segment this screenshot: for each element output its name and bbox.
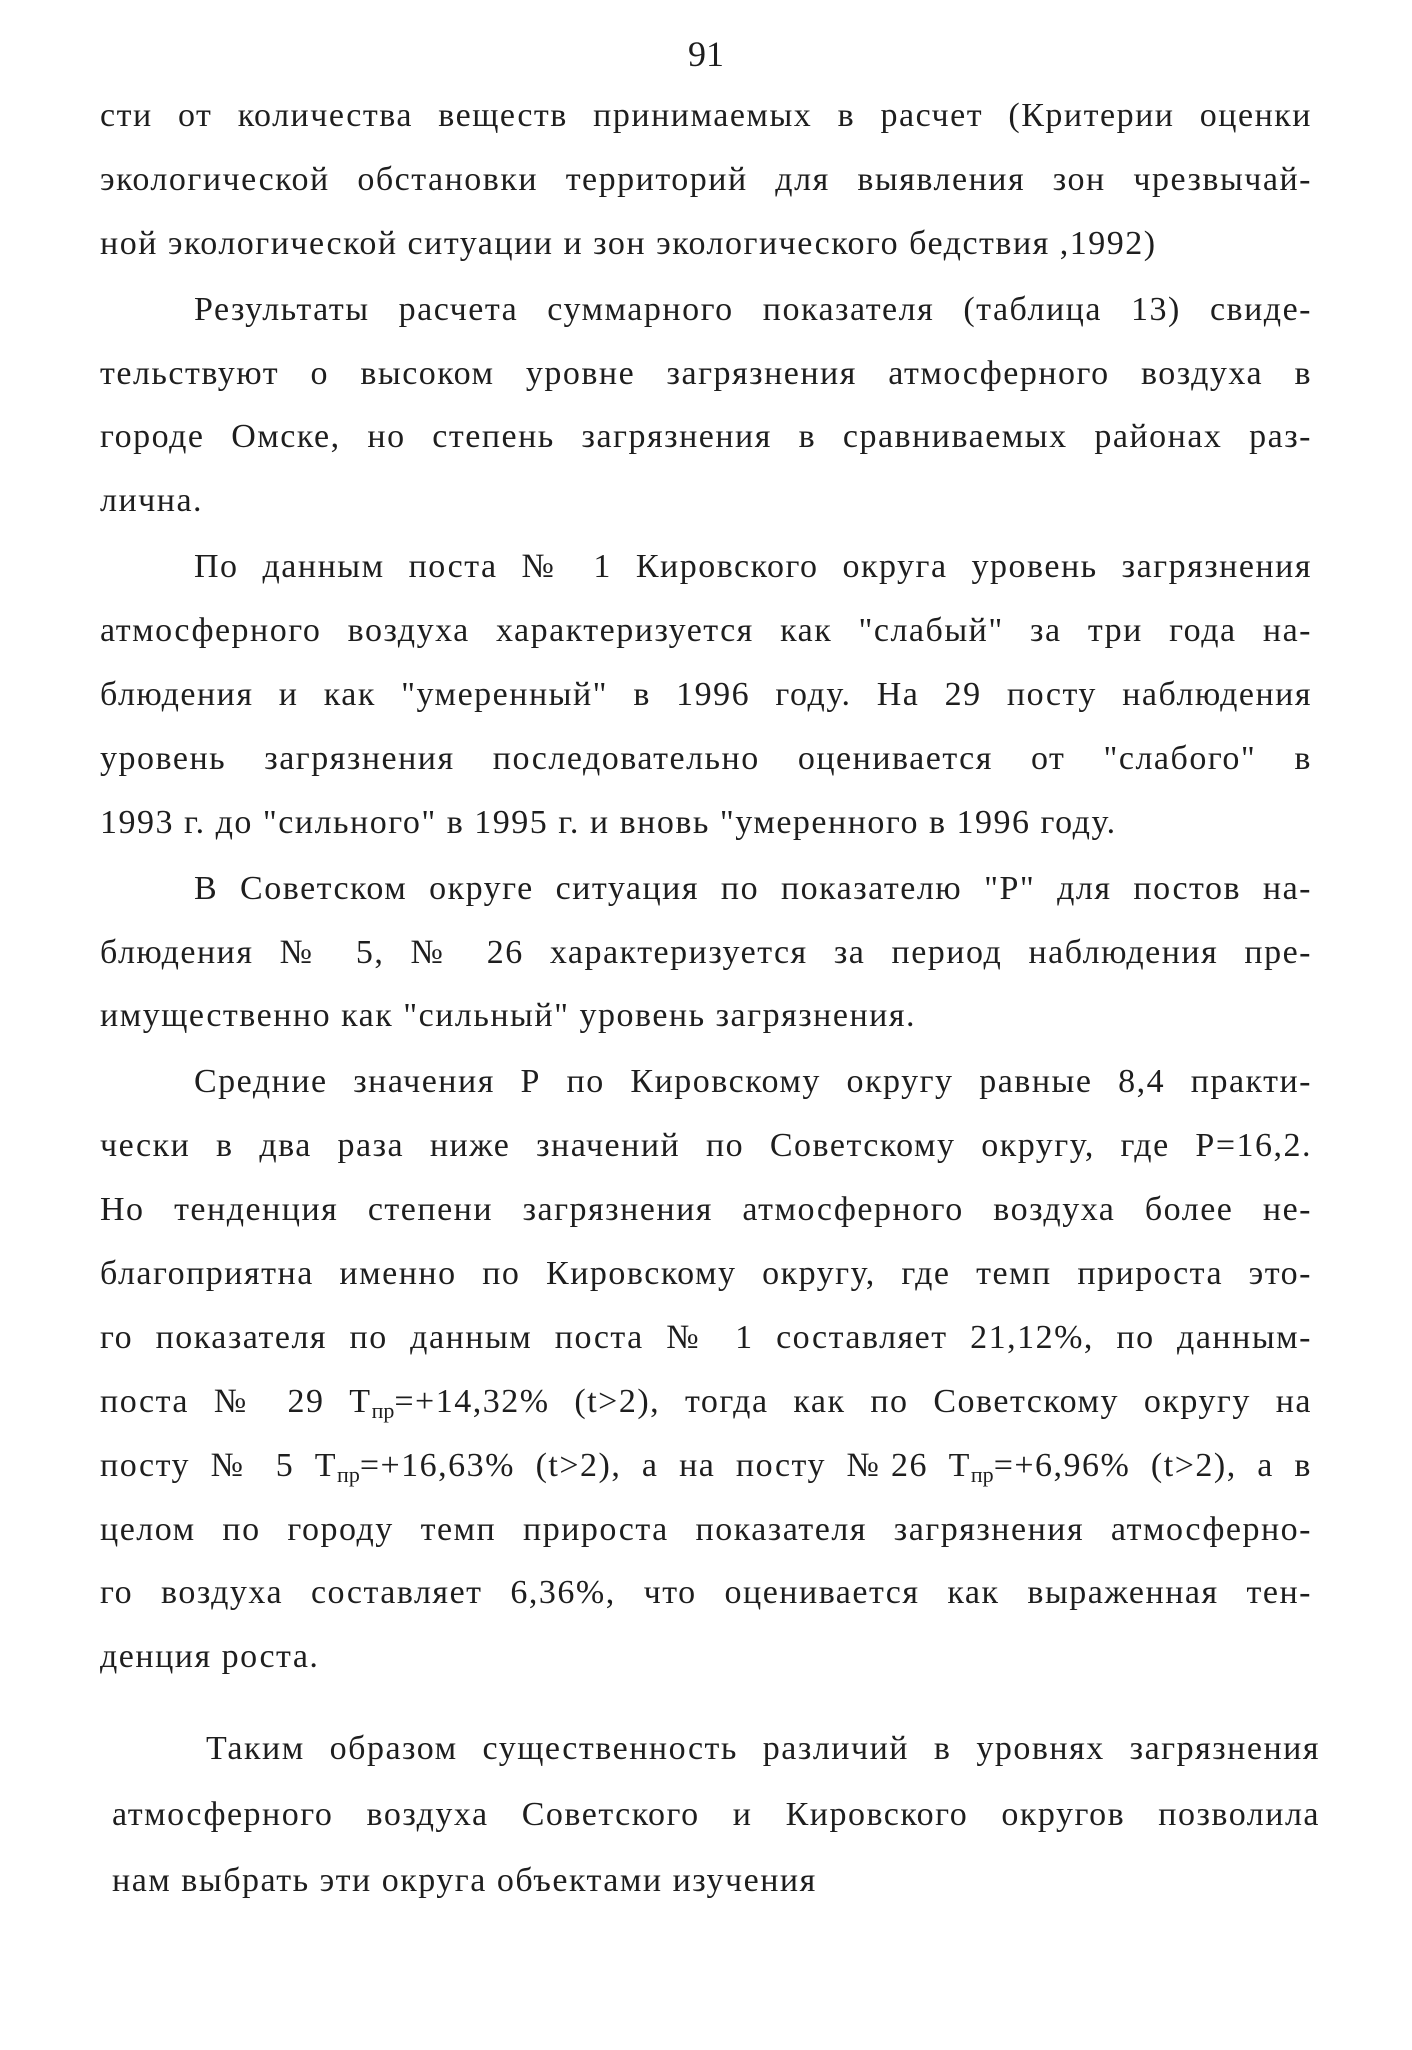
paragraph-calculation-results bbox=[100, 278, 1312, 534]
subscript: пр bbox=[337, 1461, 360, 1487]
text-fragment: посту № 5 Т bbox=[100, 1446, 338, 1484]
text-line: атмосферного воздуха характеризуется как "слабый" за три года на- bbox=[100, 612, 1312, 650]
text-fragment: поста № 29 Т bbox=[100, 1382, 372, 1420]
text-fragment: =+14,32% (t>2), тогда как по Советскому округу на bbox=[394, 1382, 1312, 1420]
paragraph-criteria-reference bbox=[100, 84, 1312, 276]
text-line: 1993 г. до "сильного" в 1995 г. и вновь "умеренного в 1996 году. bbox=[100, 803, 1117, 841]
paragraph-sovetsky-district bbox=[100, 857, 1312, 1049]
text-line: В Советском округе ситуация по показателю "Р" для постов на- bbox=[194, 869, 1312, 907]
text-line: го воздуха составляет 6,36%, что оценивается как выраженная тен- bbox=[100, 1574, 1312, 1612]
text-line: целом по городу темп прироста показателя загрязнения атмосферно- bbox=[100, 1510, 1312, 1548]
text-fragment: =+6,96% (t>2), а в bbox=[993, 1446, 1312, 1484]
text-line: По данным поста № 1 Кировского округа уровень загрязнения bbox=[194, 548, 1312, 586]
text-fragment: =+16,63% (t>2), а на посту №26 Т bbox=[359, 1446, 971, 1484]
text-line: Но тенденция степени загрязнения атмосферного воздуха более не- bbox=[100, 1191, 1312, 1229]
text-line: экологической обстановки территорий для выявления зон чрезвычай- bbox=[100, 160, 1312, 198]
text-line: сти от количества веществ принимаемых в расчет (Критерии оценки bbox=[100, 97, 1312, 134]
text-line: лична. bbox=[100, 482, 204, 520]
text-line: имущественно как "сильный" уровень загрязнения. bbox=[100, 997, 916, 1035]
text-line: городе Омске, но степень загрязнения в сравниваемых районах раз- bbox=[100, 418, 1312, 456]
text-line: блюдения № 5, № 26 характеризуется за период наблюдения пре- bbox=[100, 933, 1312, 971]
text-line: Средние значения Р по Кировскому округу равные 8,4 практи- bbox=[194, 1063, 1312, 1101]
text-line: денция роста. bbox=[100, 1638, 320, 1676]
text-line: атмосферного воздуха Советского и Кировского округов позволила bbox=[112, 1796, 1320, 1833]
text-line: Таким образом существенность различий в уровнях загрязнения bbox=[206, 1730, 1320, 1767]
text-line: благоприятна именно по Кировскому округу, где темп прироста это- bbox=[100, 1255, 1312, 1293]
paragraph-kirovsky-district bbox=[100, 535, 1312, 854]
page-number: 91 bbox=[688, 34, 724, 74]
text-line-post-29 bbox=[100, 1370, 1312, 1434]
subscript: пр bbox=[970, 1461, 994, 1487]
text-line: Результаты расчета суммарного показателя (таблица 13) свиде- bbox=[194, 290, 1312, 328]
text-line-post-5 bbox=[100, 1434, 1312, 1498]
text-line: чески в два раза ниже значений по Советскому округу, где Р=16,2. bbox=[100, 1127, 1312, 1165]
text-line: нам выбрать эти округа объектами изучения bbox=[112, 1862, 817, 1899]
text-line: блюдения и как "умеренный" в 1996 году. На 29 посту наблюдения bbox=[100, 676, 1312, 714]
text-line: ной экологической ситуации и зон экологического бедствия ,1992) bbox=[100, 224, 1157, 262]
subscript: пр bbox=[371, 1397, 395, 1423]
text-line: го показателя по данным поста № 1 составляет 21,12%, по данным- bbox=[100, 1318, 1312, 1356]
paragraph-average-values bbox=[100, 1050, 1312, 1689]
text-line: уровень загрязнения последовательно оценивается от "слабого" в bbox=[100, 739, 1312, 777]
text-line: тельствуют о высоком уровне загрязнения атмосферного воздуха в bbox=[100, 354, 1312, 392]
paragraph-conclusion bbox=[112, 1716, 1320, 1914]
body-text bbox=[100, 84, 1312, 1689]
